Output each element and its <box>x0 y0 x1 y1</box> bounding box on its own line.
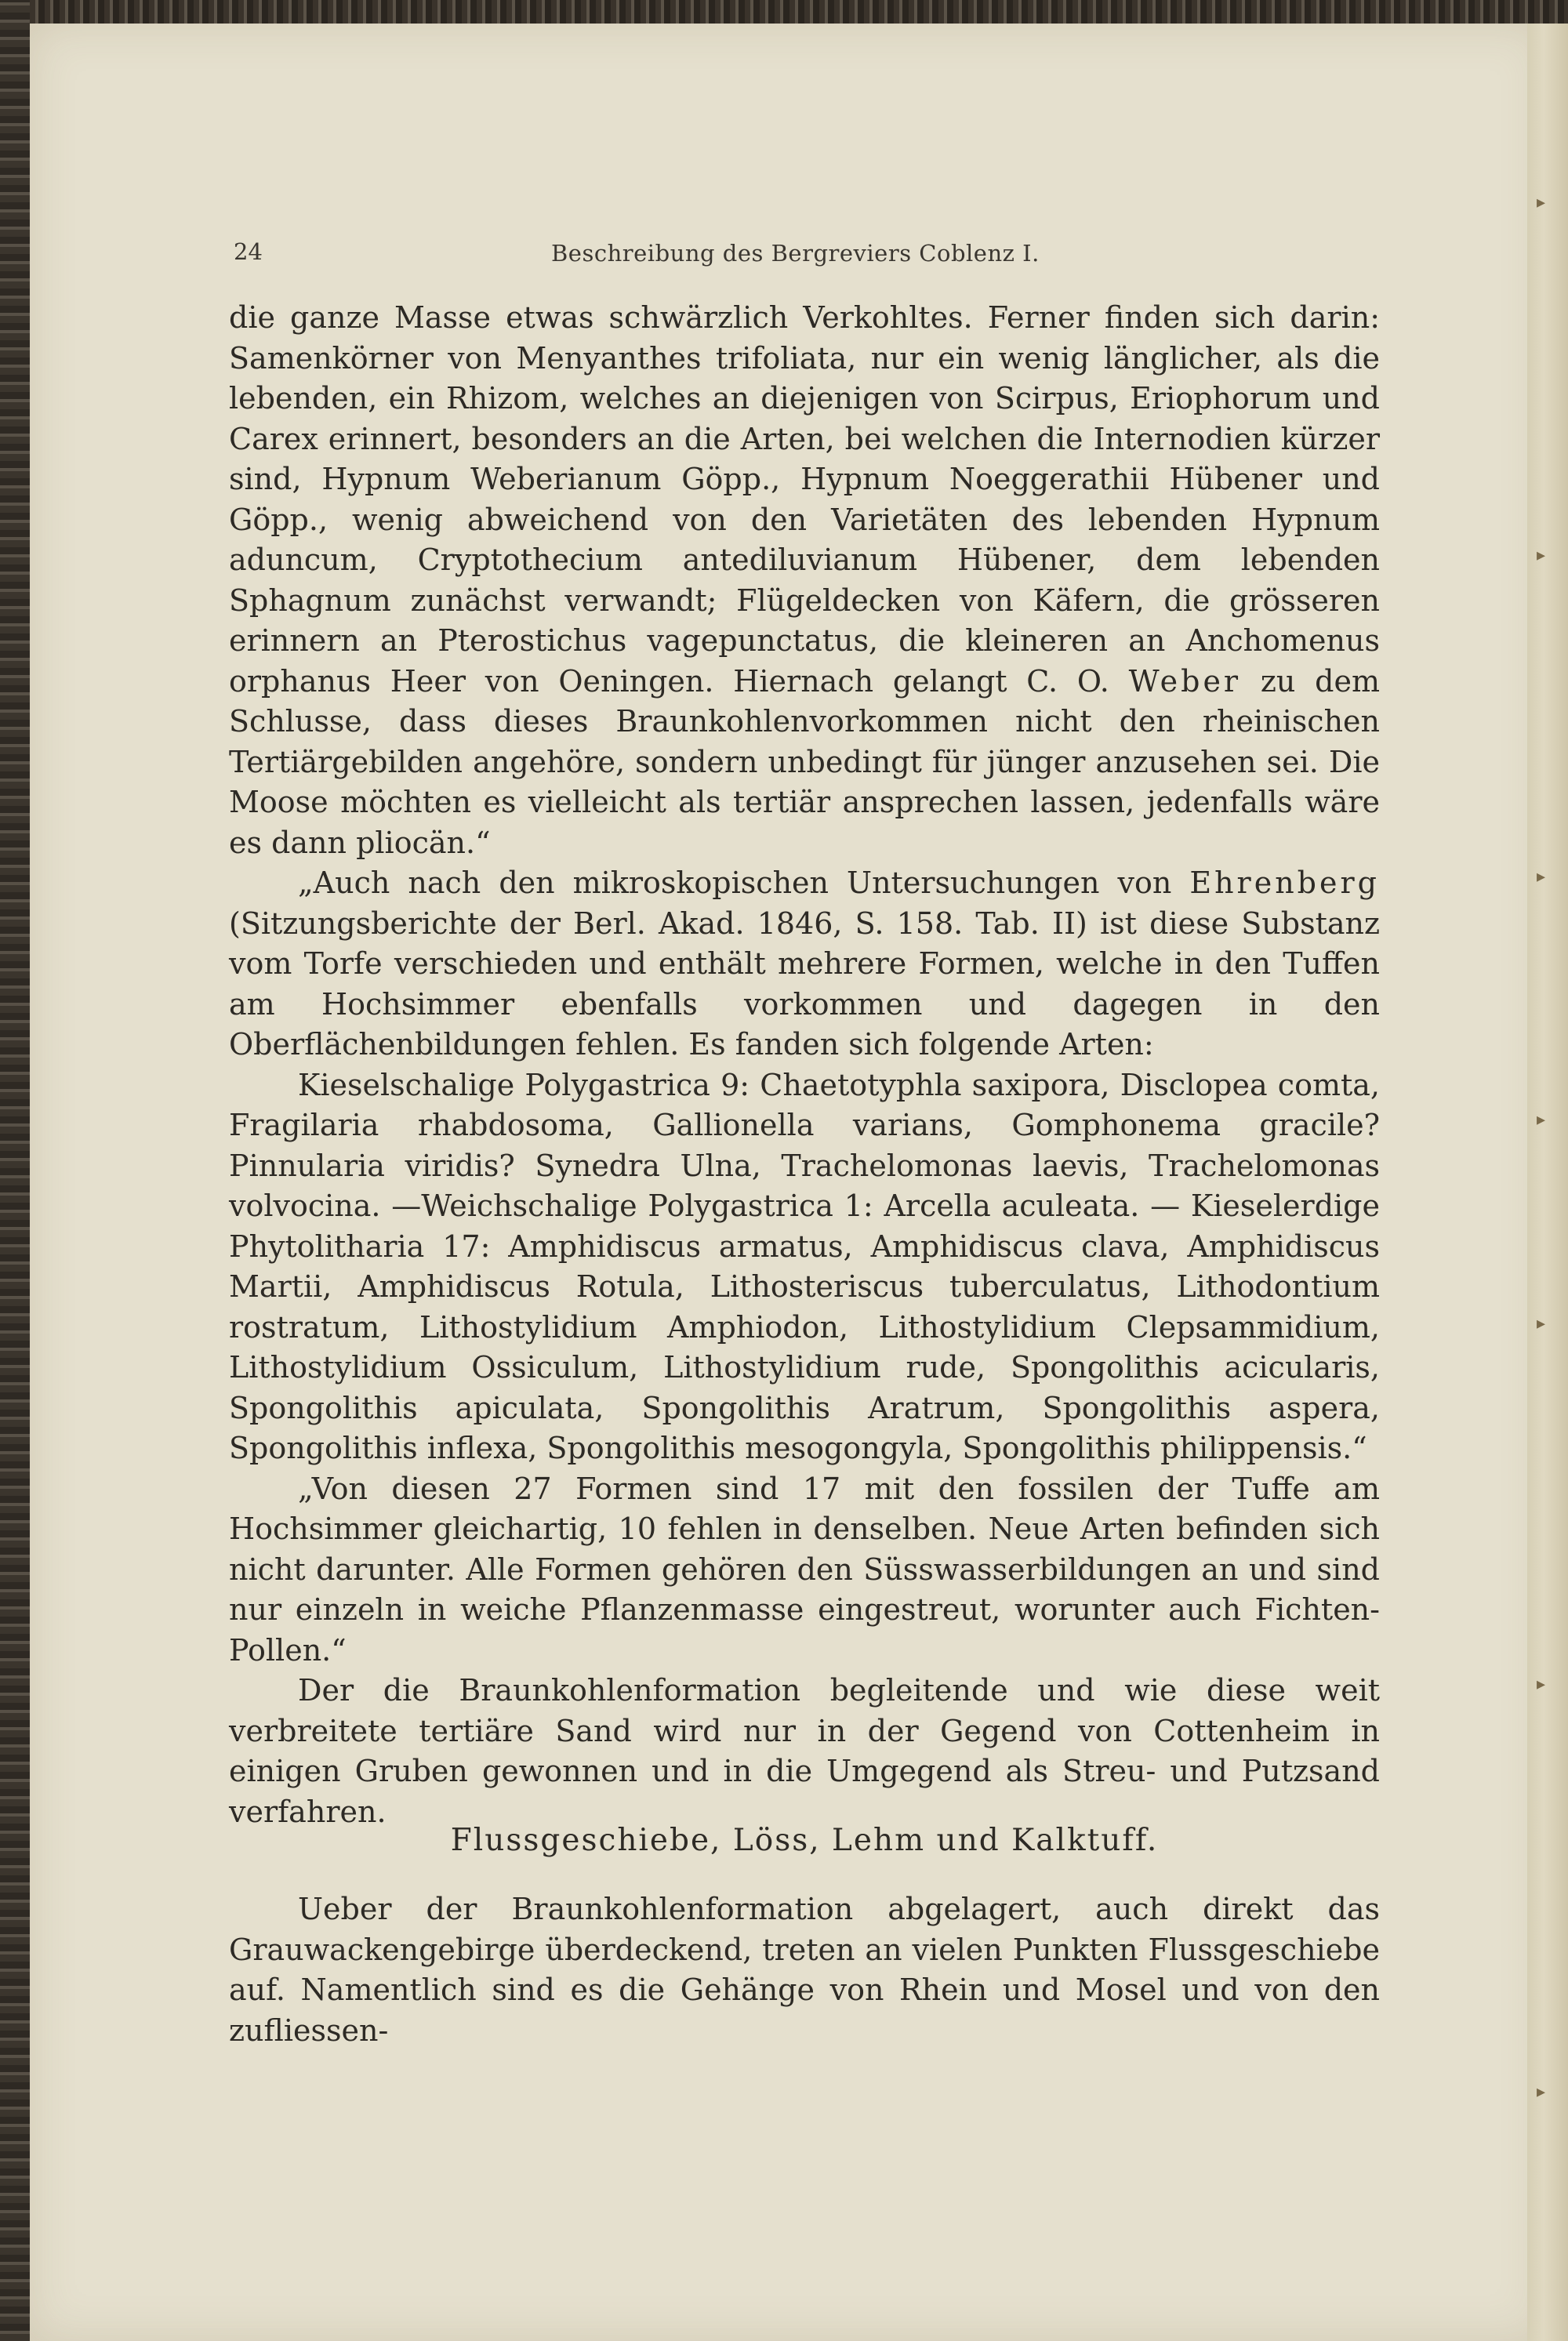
running-head: Beschreibung des Bergreviers Coblenz I. <box>551 240 1040 267</box>
paragraph: Ueber der Braunkohlenformation abgelagert, auch direkt das Grauwackengebirge überdeckend, treten an vielen Punkten Flussgeschiebe auf. Namentlich sind es die Gehänge von Rhein und Mosel und von den zufliessen- <box>229 1892 1380 2048</box>
page-edge <box>1527 24 1568 2341</box>
page-number: 24 <box>234 238 263 265</box>
body-text <box>229 298 1380 1832</box>
edge-mark: ▸ <box>1537 867 1546 887</box>
page-header <box>234 238 1080 270</box>
paragraph: „Auch nach den mikroskopischen Untersuchungen von Ehrenberg (Sitzungsberichte der Berl. Akad. 1846, S. 158. Tab. II) ist diese Substanz vom Torfe verschieden und enthält mehrere Formen, welche in den Tuffen am Hochsimmer ebenfalls vorkommen und dagegen in den Oberflächenbildungen fehlen. Es fanden sich folgende Arten: <box>229 866 1380 1062</box>
author-name: Weber <box>1128 663 1242 699</box>
section-body <box>229 1889 1380 2051</box>
edge-mark: ▸ <box>1537 2082 1546 2102</box>
edge-mark: ▸ <box>1537 1314 1546 1334</box>
author-name: Ehrenberg <box>1189 866 1380 900</box>
edge-mark: ▸ <box>1537 193 1546 212</box>
paragraph: Kieselschalige Polygastrica 9: Chaetotyphla saxipora, Disclopea comta, Fragilaria rhabdosoma, Gallionella varians, Gomphonema gracile? Pinnularia viridis? Synedra Ulna, Trachelomonas laevis, Trachelomonas volvocina. —Weichschalige Polygastrica 1: Arcella aculeata. — Kieselerdige Phytolitharia 17: Amphidiscus armatus, Amphidiscus clava, Amphidiscus Martii, Amphidiscus Rotula, Lithosteriscus tuberculatus, Lithodontium rostratum, Lithostylidium Amphiodon, Lithostylidium Clepsammidium, Lithostylidium Ossiculum, Lithostylidium rude, Spongolithis acicularis, Spongolithis apiculata, Spongolithis Aratrum, Spongolithis aspera, Spongolithis inflexa, Spongolithis mesogongyla, Spongolithis philippensis.“ <box>229 1067 1380 1465</box>
edge-mark: ▸ <box>1537 1110 1546 1130</box>
section-heading: Flussgeschiebe, Löss, Lehm und Kalktuff. <box>450 1823 1159 1858</box>
paragraph: Der die Braunkohlenformation begleitende und wie diese weit verbreitete tertiäre Sand wird nur in der Gegend von Cottenheim in einigen Gruben gewonnen und in die Umgegend als Streu- und Putzsand verfahren. <box>229 1673 1380 1829</box>
book-binding-left <box>0 0 30 2341</box>
paragraph: „Von diesen 27 Formen sind 17 mit den fossilen der Tuffe am Hochsimmer gleichartig, 10 fehlen in denselben. Neue Arten befinden sich nicht darunter. Alle Formen gehören den Süsswasserbildungen an und sind nur einzeln in weiche Pflanzenmasse eingestreut, worunter auch Fichten-Pollen.“ <box>229 1471 1380 1668</box>
edge-mark: ▸ <box>1537 546 1546 565</box>
paragraph: die ganze Masse etwas schwärzlich Verkohltes. Ferner finden sich darin: Samenkörner von Menyanthes trifoliata, nur ein wenig länglicher, als die lebenden, ein Rhizom, welches an diejenigen von Scirpus, Eriophorum und Carex erinnert, besonders an die Arten, bei welchen die Internodien kürzer sind, Hypnum Weberianum Göpp., Hypnum Noeggerathii Hübener und Göpp., wenig abweichend von den Varietäten des lebenden Hypnum aduncum, Cryptothecium antediluvianum Hübener, dem lebenden Sphagnum zunächst verwandt; Flügeldecken von Käfern, die grösseren erinnern an Pterostichus vagepunctatus, die kleineren an Anchomenus orphanus Heer von Oeningen. Hiernach gelangt C. O. Weber zu dem Schlusse, dass dieses Braunkohlenvorkommen nicht den rheinischen Tertiärgebilden angehöre, sondern unbedingt für jünger anzusehen sei. Die Moose möchten es vielleicht als tertiär ansprechen lassen, jedenfalls wäre es dann pliocän.“ <box>229 300 1380 860</box>
edge-mark: ▸ <box>1537 1675 1546 1694</box>
